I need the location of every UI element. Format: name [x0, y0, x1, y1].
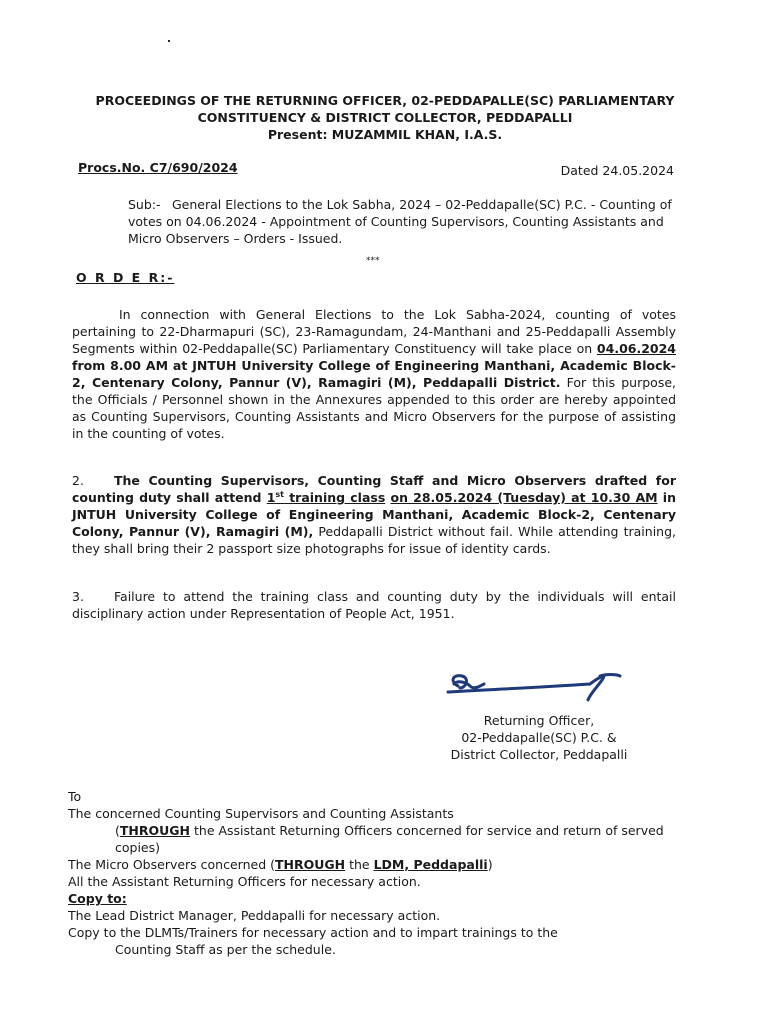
copy-line-2: Copy to the DLMTs/Trainers for necessary action and to impart trainings to the — [68, 925, 558, 940]
para2-text-a: The Counting Supervisors, Counting Staff and Micro Observers drafted for counting duty shall attend — [72, 473, 676, 505]
signature — [440, 664, 640, 704]
to-label: To — [68, 789, 82, 804]
dated: Dated 24.05.2024 — [560, 163, 674, 178]
para2-training-num: 1 — [266, 490, 276, 505]
signatory-block — [434, 712, 644, 763]
scan-speck — [168, 40, 170, 42]
copy-line-1: The Lead District Manager, Peddapalli for necessary action. — [68, 908, 441, 923]
to-line-3: The Micro Observers concerned (THROUGH the LDM, Peddapalli) — [68, 857, 493, 872]
para3-number: 3. — [72, 589, 84, 604]
para2-date: on 28.05.2024 (Tuesday) at 10.30 AM — [390, 490, 658, 505]
paragraph-2 — [72, 472, 676, 557]
para1-date: 04.06.2024 — [596, 341, 676, 356]
copy-line-2b: Counting Staff as per the schedule. — [115, 942, 336, 957]
to-line-2: (THROUGH the Assistant Returning Officers concerned for service and return of served copies) — [115, 823, 664, 855]
signatory-line-2: 02-Peddapalle(SC) P.C. & — [461, 730, 617, 745]
para1-text-a: In connection with General Elections to the Lok Sabha-2024, counting of votes pertaining to 22-Dharmapuri (SC), 23-Ramagundam, 24-Manthani and 25-Peddapalli Assembly Segments within 02-Peddapalle(SC) Parliamentary Constituency will take place on — [72, 307, 676, 356]
separator-stars: *** — [366, 256, 380, 266]
para3-text: Failure to attend the training class and counting duty by the individuals will entail disciplinary action under Representation of People Act, 1951. — [72, 589, 676, 621]
para2-training-sup: st — [275, 489, 284, 499]
order-title: O R D E R:- — [76, 270, 175, 285]
subject-label: Sub:- — [128, 197, 161, 212]
signatory-line-3: District Collector, Peddapalli — [450, 747, 628, 762]
para2-venue: in JNTUH University College of Engineering Manthani, Academic Block-2, Centenary Colony, Pannur (V), Ramagiri (M), — [72, 490, 676, 539]
para2-text-c: Peddapalli District without fail. While attending training, they shall bring their 2 passport size photographs for issue of identity cards. — [72, 524, 676, 556]
paragraph-3 — [72, 588, 676, 622]
header-line-1: PROCEEDINGS OF THE RETURNING OFFICER, 02-PEDDAPALLE(SC) PARLIAMENTARY — [95, 93, 675, 108]
header-line-2: CONSTITUENCY & DISTRICT COLLECTOR, PEDDAPALLI — [197, 110, 573, 125]
para1-venue: from 8.00 AM at JNTUH University College of Engineering Manthani, Academic Block-2, Centenary Colony, Pannur (V), Ramagiri (M), Peddapalli District. — [72, 358, 676, 390]
paragraph-1 — [72, 306, 676, 442]
subject — [128, 196, 688, 247]
distribution-list — [68, 788, 688, 958]
procs-number: Procs.No. C7/690/2024 — [78, 160, 238, 175]
copy-to-label: Copy to: — [68, 891, 127, 906]
ldm-peddapalli: LDM, Peddapalli — [373, 857, 488, 872]
subject-text: General Elections to the Lok Sabha, 2024 – 02-Peddapalle(SC) P.C. - Counting of votes on 04.06.2024 - Appointment of Counting Supervisors, Counting Assistants and Micro Observers – Orders - Issued. — [128, 197, 672, 246]
para2-training-label: training class — [284, 490, 386, 505]
header-line-3: Present: MUZAMMIL KHAN, I.A.S. — [267, 127, 503, 142]
para2-number: 2. — [72, 473, 84, 488]
through-ldm: THROUGH — [275, 857, 346, 872]
to-line-4: All the Assistant Returning Officers for necessary action. — [68, 874, 421, 889]
to-line-1: The concerned Counting Supervisors and Counting Assistants — [68, 806, 454, 821]
document-header — [60, 92, 710, 143]
signatory-line-1: Returning Officer, — [483, 713, 595, 728]
through-ar: THROUGH — [119, 823, 191, 838]
para1-text-c: For this purpose, the Officials / Personnel shown in the Annexures appended to this order are hereby appointed as Counting Supervisors, Counting Assistants and Micro Observers for the purpose of assisting in the counting of votes. — [72, 375, 677, 441]
